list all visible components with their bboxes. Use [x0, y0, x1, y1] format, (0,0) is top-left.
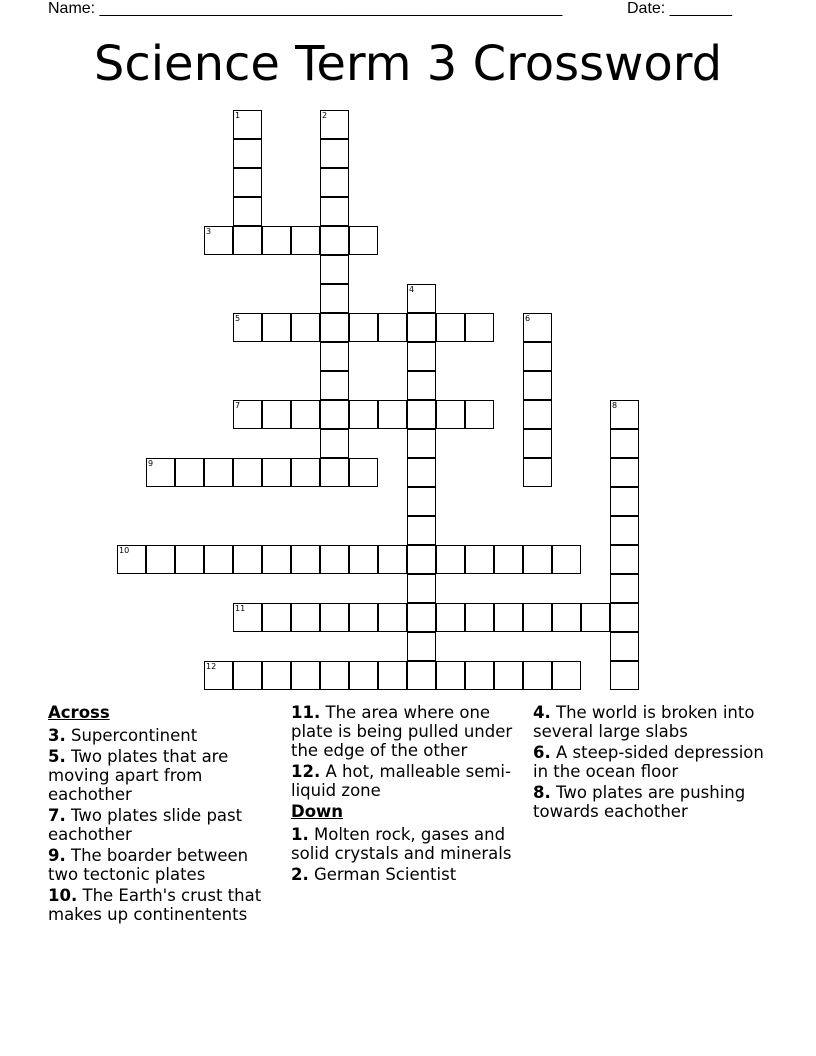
grid-cell[interactable] [465, 313, 494, 342]
grid-cell[interactable] [320, 284, 349, 313]
grid-cell[interactable] [436, 313, 465, 342]
grid-cell[interactable] [552, 545, 581, 574]
grid-cell[interactable] [320, 168, 349, 197]
clue-text: A steep-sided depression in the ocean floor [533, 743, 764, 781]
grid-cell[interactable] [233, 400, 262, 429]
grid-cell[interactable] [610, 516, 639, 545]
grid-cell[interactable] [262, 545, 291, 574]
grid-cell[interactable] [378, 603, 407, 632]
cell-number: 1 [235, 111, 241, 120]
clue-number: 9. [48, 846, 66, 865]
grid-cell[interactable] [291, 545, 320, 574]
grid-cell[interactable] [552, 603, 581, 632]
grid-cell[interactable] [378, 313, 407, 342]
clue-text: A hot, malleable semi-liquid zone [291, 762, 511, 800]
clue-across-7 [48, 806, 280, 844]
cell-number: 9 [148, 459, 154, 468]
grid-cell[interactable] [523, 603, 552, 632]
grid-cell[interactable] [117, 545, 146, 574]
grid-cell[interactable] [262, 458, 291, 487]
grid-cell[interactable] [320, 255, 349, 284]
grid-cell[interactable] [407, 458, 436, 487]
grid-cell[interactable] [494, 661, 523, 690]
grid-cell[interactable] [233, 139, 262, 168]
clue-down-1 [291, 825, 513, 863]
cell-number: 5 [235, 314, 241, 323]
clue-down-4 [533, 703, 768, 741]
grid-cell[interactable] [523, 661, 552, 690]
grid-cell[interactable] [407, 342, 436, 371]
grid-cell[interactable] [407, 516, 436, 545]
grid-cell[interactable] [320, 458, 349, 487]
grid-cell[interactable] [523, 371, 552, 400]
grid-cell[interactable] [291, 400, 320, 429]
grid-cell[interactable] [146, 545, 175, 574]
clue-number: 6. [533, 743, 551, 762]
grid-cell[interactable] [407, 429, 436, 458]
grid-cell[interactable] [407, 661, 436, 690]
grid-cell[interactable] [233, 603, 262, 632]
cell-number: 7 [235, 401, 241, 410]
grid-cell[interactable] [291, 458, 320, 487]
grid-cell[interactable] [204, 226, 233, 255]
clue-text: Two plates are pushing towards eachother [533, 783, 746, 821]
clue-text: Two plates slide past eachother [48, 806, 243, 844]
grid-cell[interactable] [610, 458, 639, 487]
grid-cell[interactable] [552, 661, 581, 690]
grid-cell[interactable] [233, 545, 262, 574]
clue-across-10 [48, 886, 280, 924]
grid-cell[interactable] [610, 603, 639, 632]
grid-cell[interactable] [291, 226, 320, 255]
grid-cell[interactable] [465, 400, 494, 429]
grid-cell[interactable] [175, 458, 204, 487]
clues-column-2 [291, 703, 513, 886]
clue-down-2 [291, 865, 513, 884]
grid-cell[interactable] [378, 661, 407, 690]
grid-cell[interactable] [436, 545, 465, 574]
grid-cell[interactable] [610, 661, 639, 690]
grid-cell[interactable] [465, 545, 494, 574]
grid-cell[interactable] [349, 226, 378, 255]
grid-cell[interactable] [291, 603, 320, 632]
grid-cell[interactable] [436, 400, 465, 429]
grid-cell[interactable] [378, 400, 407, 429]
grid-cell[interactable] [494, 603, 523, 632]
clue-across-5 [48, 747, 280, 804]
grid-cell[interactable] [262, 226, 291, 255]
grid-cell[interactable] [262, 661, 291, 690]
grid-cell[interactable] [581, 603, 610, 632]
grid-cell[interactable] [465, 603, 494, 632]
grid-cell[interactable] [320, 313, 349, 342]
grid-cell[interactable] [407, 545, 436, 574]
cell-number: 3 [206, 227, 212, 236]
grid-cell[interactable] [407, 632, 436, 661]
grid-cell[interactable] [349, 400, 378, 429]
grid-cell[interactable] [175, 545, 204, 574]
grid-cell[interactable] [291, 661, 320, 690]
clue-text: Supercontinent [71, 726, 198, 745]
grid-cell[interactable] [523, 313, 552, 342]
clue-number: 7. [48, 806, 66, 825]
date-field-label[interactable]: Date: _______ [627, 0, 732, 17]
grid-cell[interactable] [204, 661, 233, 690]
grid-cell[interactable] [407, 574, 436, 603]
grid-cell[interactable] [465, 661, 494, 690]
grid-cell[interactable] [407, 603, 436, 632]
grid-cell[interactable] [610, 545, 639, 574]
grid-cell[interactable] [233, 226, 262, 255]
cell-number: 4 [409, 285, 415, 294]
grid-cell[interactable] [233, 197, 262, 226]
grid-cell[interactable] [349, 545, 378, 574]
grid-cell[interactable] [523, 400, 552, 429]
grid-cell[interactable] [378, 545, 407, 574]
grid-cell[interactable] [204, 545, 233, 574]
grid-cell[interactable] [349, 661, 378, 690]
clue-text: The boarder between two tectonic plates [48, 846, 249, 884]
clue-across-3 [48, 726, 280, 745]
grid-cell[interactable] [262, 603, 291, 632]
grid-cell[interactable] [610, 429, 639, 458]
grid-cell[interactable] [320, 110, 349, 139]
grid-cell[interactable] [610, 632, 639, 661]
clue-number: 12. [291, 762, 321, 781]
grid-cell[interactable] [610, 487, 639, 516]
name-field-label[interactable]: Name: ____________________________________________________ [48, 0, 563, 17]
grid-cell[interactable] [233, 458, 262, 487]
grid-cell[interactable] [407, 371, 436, 400]
clue-text: The Earth's crust that makes up continentents [48, 886, 262, 924]
clue-text: The area where one plate is being pulled under the edge of the other [291, 703, 513, 760]
grid-cell[interactable] [233, 110, 262, 139]
clue-number: 8. [533, 783, 551, 802]
cell-number: 8 [612, 401, 618, 410]
grid-cell[interactable] [407, 313, 436, 342]
clues-column-1 [48, 703, 280, 926]
cell-number: 11 [235, 604, 246, 613]
grid-cell[interactable] [320, 429, 349, 458]
clue-number: 2. [291, 865, 309, 884]
grid-cell[interactable] [494, 545, 523, 574]
grid-cell[interactable] [320, 603, 349, 632]
clue-across-11 [291, 703, 513, 760]
grid-cell[interactable] [320, 661, 349, 690]
clue-text: Molten rock, gases and solid crystals and minerals [291, 825, 512, 863]
clue-number: 3. [48, 726, 66, 745]
grid-cell[interactable] [407, 284, 436, 313]
grid-cell[interactable] [320, 342, 349, 371]
grid-cell[interactable] [233, 661, 262, 690]
grid-cell[interactable] [523, 342, 552, 371]
grid-cell[interactable] [407, 400, 436, 429]
grid-cell[interactable] [349, 458, 378, 487]
grid-cell[interactable] [233, 168, 262, 197]
grid-cell[interactable] [146, 458, 175, 487]
grid-cell[interactable] [320, 226, 349, 255]
grid-cell[interactable] [436, 603, 465, 632]
clue-down-6 [533, 743, 768, 781]
grid-cell[interactable] [320, 197, 349, 226]
clue-text: Two plates that are moving apart from eachother [48, 747, 229, 804]
grid-cell[interactable] [523, 458, 552, 487]
cell-number: 12 [206, 662, 217, 671]
clue-across-9 [48, 846, 280, 884]
grid-cell[interactable] [262, 313, 291, 342]
grid-cell[interactable] [523, 429, 552, 458]
grid-cell[interactable] [436, 661, 465, 690]
grid-cell[interactable] [320, 545, 349, 574]
cell-number: 6 [525, 314, 531, 323]
clue-text: The world is broken into several large slabs [533, 703, 755, 741]
grid-cell[interactable] [349, 313, 378, 342]
clue-number: 4. [533, 703, 551, 722]
clue-down-8 [533, 783, 768, 821]
grid-cell[interactable] [320, 371, 349, 400]
page-title: Science Term 3 Crossword [93, 36, 723, 92]
grid-cell[interactable] [204, 458, 233, 487]
cell-number: 10 [119, 546, 130, 555]
clue-text: German Scientist [314, 865, 457, 884]
grid-cell[interactable] [320, 139, 349, 168]
clue-number: 5. [48, 747, 66, 766]
clue-number: 10. [48, 886, 78, 905]
down-heading: Down [291, 802, 344, 821]
grid-cell[interactable] [291, 313, 320, 342]
grid-cell[interactable] [262, 400, 291, 429]
clue-number: 1. [291, 825, 309, 844]
grid-cell[interactable] [407, 487, 436, 516]
clue-across-12 [291, 762, 513, 800]
grid-cell[interactable] [610, 400, 639, 429]
grid-cell[interactable] [233, 313, 262, 342]
grid-cell[interactable] [610, 574, 639, 603]
grid-cell[interactable] [320, 400, 349, 429]
grid-cell[interactable] [349, 603, 378, 632]
across-heading: Across [48, 703, 110, 722]
cell-number: 2 [322, 111, 328, 120]
clue-number: 11. [291, 703, 321, 722]
clues-column-3 [533, 703, 768, 823]
grid-cell[interactable] [523, 545, 552, 574]
